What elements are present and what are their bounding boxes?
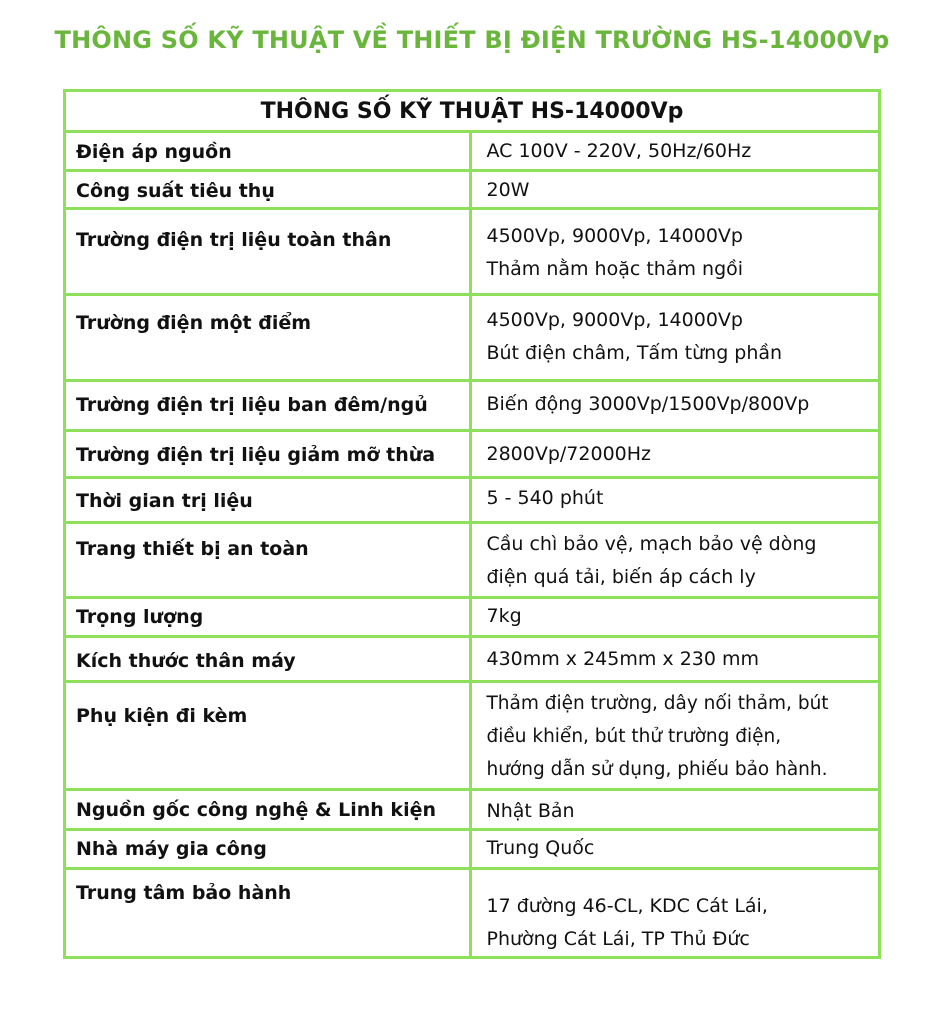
table-row	[65, 523, 880, 598]
row-label: Thời gian trị liệu	[65, 478, 471, 523]
value-line: Bút điện châm, Tấm từng phần	[486, 342, 783, 364]
row-value	[471, 431, 880, 478]
table-row	[65, 830, 880, 869]
row-value	[471, 830, 880, 869]
value-line: 430mm x 245mm x 230 mm	[486, 648, 760, 670]
table-row	[65, 431, 880, 478]
value-line: 20W	[486, 179, 530, 201]
value-line: 7kg	[486, 605, 522, 627]
row-value	[471, 132, 880, 171]
value-line: 5 - 540 phút	[486, 487, 604, 509]
row-value	[471, 171, 880, 209]
row-label: Trường điện trị liệu ban đêm/ngủ	[65, 381, 471, 431]
table-row	[65, 682, 880, 790]
value-line: Trung Quốc	[486, 837, 595, 859]
value-line: 2800Vp/72000Hz	[486, 443, 651, 465]
value-line: Nhật Bản	[486, 800, 575, 822]
table-row	[65, 132, 880, 171]
page-title: THÔNG SỐ KỸ THUẬT VỀ THIẾT BỊ ĐIỆN TRƯỜNG HS-14000Vp	[54, 26, 890, 54]
row-label: Trường điện trị liệu toàn thân	[65, 209, 471, 295]
row-label: Trọng lượng	[65, 598, 471, 637]
table-row	[65, 171, 880, 209]
row-value	[471, 295, 880, 381]
value-line: 4500Vp, 9000Vp, 14000Vp	[486, 309, 743, 331]
table-row	[65, 869, 880, 958]
row-value	[471, 478, 880, 523]
row-label: Trung tâm bảo hành	[65, 869, 471, 958]
row-value	[471, 598, 880, 637]
value-line: AC 100V - 220V, 50Hz/60Hz	[486, 140, 752, 162]
value-line: Thảm điện trường, dây nối thảm, bút	[486, 693, 829, 714]
row-label: Trường điện một điểm	[65, 295, 471, 381]
row-label: Nguồn gốc công nghệ & Linh kiện	[65, 790, 471, 830]
row-value	[471, 790, 880, 830]
table-header: THÔNG SỐ KỸ THUẬT HS-14000Vp	[65, 91, 880, 132]
row-label: Công suất tiêu thụ	[65, 171, 471, 209]
value-line: Cầu chì bảo vệ, mạch bảo vệ dòng	[486, 533, 817, 555]
spec-table	[63, 89, 881, 959]
row-label: Kích thước thân máy	[65, 637, 471, 682]
row-label: Điện áp nguồn	[65, 132, 471, 171]
row-label: Phụ kiện đi kèm	[65, 682, 471, 790]
value-line: 4500Vp, 9000Vp, 14000Vp	[486, 225, 743, 247]
row-value	[471, 381, 880, 431]
table-row	[65, 637, 880, 682]
row-label: Trang thiết bị an toàn	[65, 523, 471, 598]
table-header-row	[65, 91, 880, 132]
table-row	[65, 790, 880, 830]
value-line: 17 đường 46-CL, KDC Cát Lái,	[486, 895, 768, 917]
row-value	[471, 523, 880, 598]
table-row	[65, 478, 880, 523]
value-line: Biến động 3000Vp/1500Vp/800Vp	[486, 393, 810, 415]
table-row	[65, 209, 880, 295]
value-line: hướng dẫn sử dụng, phiếu bảo hành.	[486, 759, 828, 780]
row-value	[471, 869, 880, 958]
value-line: điện quá tải, biến áp cách ly	[486, 566, 756, 588]
row-value	[471, 637, 880, 682]
table-row	[65, 381, 880, 431]
value-line: Phường Cát Lái, TP Thủ Đức	[486, 928, 750, 950]
row-value	[471, 682, 880, 790]
table-row	[65, 598, 880, 637]
table-row	[65, 295, 880, 381]
row-label: Trường điện trị liệu giảm mỡ thừa	[65, 431, 471, 478]
row-label: Nhà máy gia công	[65, 830, 471, 869]
value-line: Thảm nằm hoặc thảm ngồi	[486, 258, 744, 280]
row-value	[471, 209, 880, 295]
value-line: điều khiển, bút thử trường điện,	[486, 726, 782, 747]
